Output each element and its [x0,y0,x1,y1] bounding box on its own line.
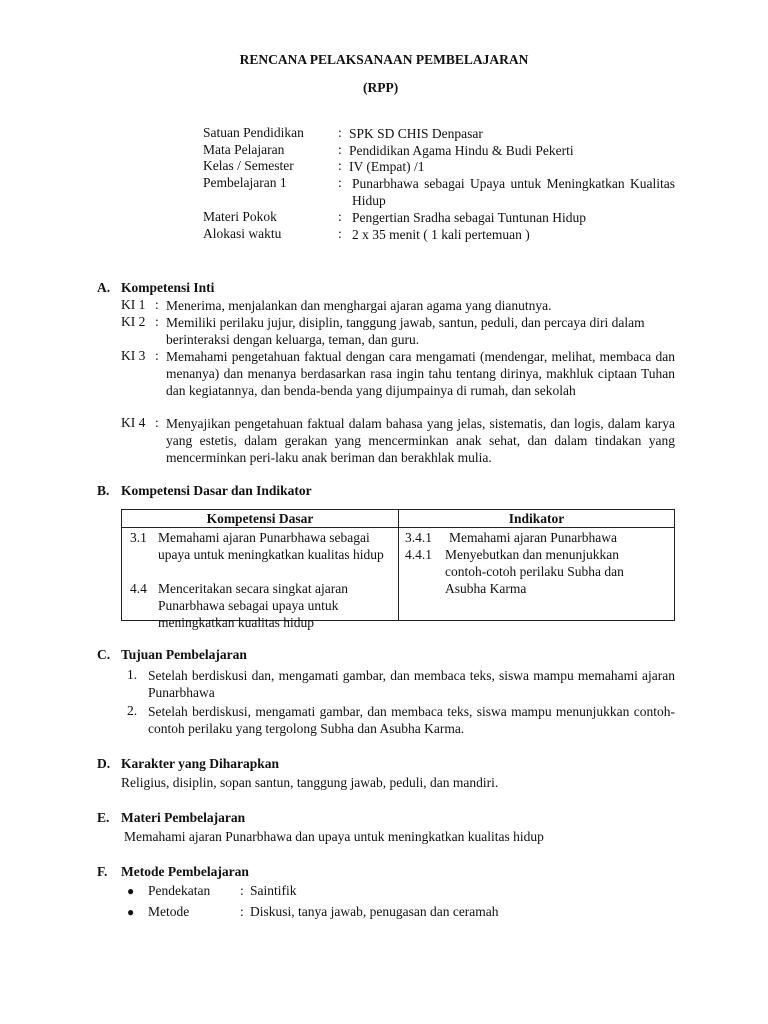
identity-value: 2 x 35 menit ( 1 kali pertemuan ) [352,227,530,242]
ki-label: KI 1 [121,297,146,312]
identity-label: Kelas / Semester [203,158,294,173]
metode-label: Metode [148,904,190,919]
document-title: RENCANA PELAKSANAAN PEMBELAJARAN [239,52,529,67]
metode-value: Diskusi, tanya jawab, penugasan dan ceramah [250,904,499,919]
identity-label: Pembelajaran 1 [203,175,287,190]
tujuan-text: Setelah berdiskusi, mengamati gambar, dan membaca teks, siswa mampu menunjukkan contoh-contoh perilaku yang tergolong Subha dan Asubha Karma. [148,704,675,736]
ki-text: Menyajikan pengetahuan faktual dalam bahasa yang jelas, sistematis, dan logis, dalam karya yang estetis, dalam gerakan yang mencerminkan anak sehat, dan dalam tindakan yang mencerminkan peri-laku anak beriman dan berakhlak mulia. [166,416,675,465]
table-header-kd: Kompetensi Dasar [122,510,399,528]
ki-text: Menerima, menjalankan dan menghargai ajaran agama yang dianutnya. [166,298,552,313]
tujuan-number: 1. [127,667,138,682]
ki-colon: : [155,415,159,430]
identity-value: SPK SD CHIS Denpasar [349,126,483,141]
ki-label: KI 4 [121,415,146,430]
indikator-cell [399,528,675,621]
section-heading: Karakter yang Diharapkan [121,756,280,771]
ki-text: Memiliki perilaku jujur, disiplin, tanggung jawab, santun, peduli, dan percaya diri dalam berinteraksi dengan keluarga, teman, dan guru. [166,315,645,347]
kd-text: Memahami ajaran Punarbhawa sebagai upaya untuk meningkatkan kualitas hidup [158,530,384,562]
ki-label: KI 3 [121,348,146,363]
indikator-number: 4.4.1 [405,547,432,562]
indikator-text: Memahami ajaran Punarbhawa [449,530,617,545]
indikator-item [399,546,675,597]
identity-colon: : [338,209,342,224]
ki-text: Memahami pengetahuan faktual dengan cara mengamati (mendengar, melihat, membaca dan menanya) dan menanya berdasarkan rasa ingin tahu tentang dirinya, makhluk ciptaan Tuhan dan kegiatannya, dan benda-benda yang dijumpainya di rumah, dan sekolah [166,349,675,398]
metode-value: Saintifik [250,883,297,898]
table-header-indikator: Indikator [399,510,675,528]
identity-colon: : [338,142,342,157]
identity-label: Mata Pelajaran [203,142,285,157]
section-letter: F. [97,864,108,879]
metode-label: Pendekatan [148,883,211,898]
kd-number: 4.4 [130,581,147,596]
identity-colon: : [338,158,342,173]
bullet-icon: ● [127,905,135,919]
identity-value: IV (Empat) /1 [349,159,425,174]
identity-label: Materi Pokok [203,209,277,224]
ki-label: KI 2 [121,314,146,329]
section-heading: Metode Pembelajaran [121,864,249,879]
ki-colon: : [155,297,159,312]
section-heading: Kompetensi Inti [121,280,215,295]
kd-item [122,580,392,631]
indikator-text: Menyebutkan dan menunjukkan contoh-cotoh perilaku Subha dan Asubha Karma [445,547,624,596]
materi-text: Memahami ajaran Punarbhawa dan upaya untuk meningkatkan kualitas hidup [124,829,544,844]
kd-text: Menceritakan secara singkat ajaran Punarbhawa sebagai upaya untuk meningkatkan kualitas hidup [158,581,349,630]
tujuan-number: 2. [127,703,138,718]
indikator-number: 3.4.1 [405,530,432,545]
identity-colon: : [338,226,342,241]
section-heading: Tujuan Pembelajaran [121,647,247,662]
identity-value: Pengertian Sradha sebagai Tuntunan Hidup [352,210,586,225]
identity-colon: : [338,175,342,190]
ki-colon: : [155,314,159,329]
section-letter: D. [97,756,111,771]
section-letter: E. [97,810,110,825]
kd-item [122,529,392,563]
tujuan-text: Setelah berdiskusi dan, mengamati gambar, dan membaca teks, siswa mampu memahami ajaran Punarbhawa [148,668,675,700]
kd-number: 3.1 [130,530,147,545]
identity-colon: : [338,125,342,140]
kd-indikator-table [121,509,675,630]
identity-value: Punarbhawa sebagai Upaya untuk Meningkatkan Kualitas Hidup [352,176,675,208]
section-letter: A. [97,280,111,295]
section-heading: Kompetensi Dasar dan Indikator [121,483,312,498]
indikator-item [399,529,675,546]
section-heading: Materi Pembelajaran [121,810,246,825]
section-letter: C. [97,647,111,662]
identity-value: Pendidikan Agama Hindu & Budi Pekerti [349,143,574,158]
ki-colon: : [155,348,159,363]
metode-colon: : [240,904,244,919]
metode-colon: : [240,883,244,898]
bullet-icon: ● [127,884,135,898]
identity-label: Alokasi waktu [203,226,282,241]
identity-label: Satuan Pendidikan [203,125,304,140]
kd-cell [122,528,399,630]
karakter-text: Religius, disiplin, sopan santun, tanggung jawab, peduli, dan mandiri. [121,775,499,790]
document-subtitle: (RPP) [363,80,399,95]
section-letter: B. [97,483,110,498]
